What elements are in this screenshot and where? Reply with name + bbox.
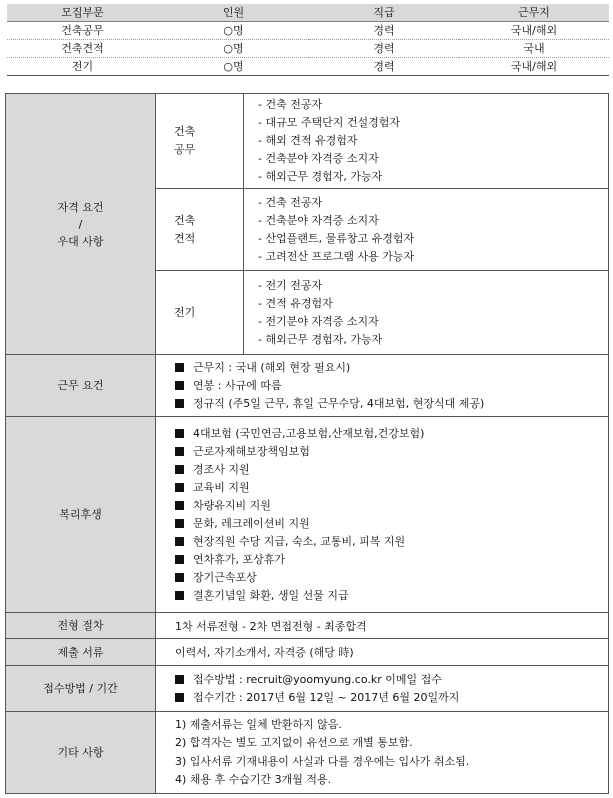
- group-items: [244, 271, 609, 355]
- list-item: - 전기분야 자격증 소지자: [258, 313, 608, 331]
- other-items: [156, 712, 609, 794]
- square-bullet-icon: [175, 537, 184, 546]
- group-title-line: 전기: [174, 305, 196, 319]
- documents-row: [6, 639, 609, 666]
- summary-cell: 전기: [7, 58, 158, 76]
- list-item: [175, 587, 608, 605]
- square-bullet-icon: [175, 693, 184, 702]
- summary-cell: 국내/해외: [459, 22, 609, 40]
- group-title-line: 견적: [174, 231, 196, 245]
- square-bullet-icon: [175, 399, 184, 408]
- summary-cell: ○명: [158, 58, 309, 76]
- list-item: 2) 합격자는 별도 고지없이 유선으로 개별 통보함.: [175, 736, 413, 749]
- list-item: - 건축 전공자: [258, 194, 608, 212]
- list-item: [175, 425, 608, 443]
- list-item: 1) 제출서류는 일체 반환하지 않음.: [175, 717, 342, 731]
- list-item: [175, 497, 608, 515]
- benefits-row: [6, 417, 609, 613]
- list-item-text: 경조사 지원: [193, 462, 250, 476]
- label-line: /: [78, 217, 83, 231]
- list-item: - 건축 전공자: [258, 96, 608, 114]
- process-value: [156, 613, 609, 639]
- recruitment-summary-table: [7, 4, 609, 76]
- group-items: [244, 189, 609, 271]
- summary-header-row: [7, 4, 609, 22]
- summary-cell: 국내: [459, 40, 609, 58]
- list-item: 4) 채용 후 수습기간 3개월 적용.: [175, 773, 332, 786]
- list-item: [175, 443, 608, 461]
- list-item: [175, 689, 608, 707]
- other-label: 기타 사항: [6, 712, 156, 794]
- application-label: 접수방법 / 기간: [6, 666, 156, 712]
- summary-cell: 경력: [309, 40, 459, 58]
- list-item: [175, 569, 608, 587]
- square-bullet-icon: [175, 555, 184, 564]
- list-item: - 견적 유경험자: [258, 295, 608, 313]
- summary-cell: ○명: [158, 40, 309, 58]
- group-title-line: 건축: [174, 213, 196, 227]
- header-headcount: 인원: [158, 4, 309, 22]
- header-position: 직급: [309, 4, 459, 22]
- list-item: 3) 입사서류 기재내용이 사실과 다를 경우에는 입사가 취소됨.: [175, 754, 470, 768]
- list-item: [175, 479, 608, 497]
- list-item: - 전기 전공자: [258, 277, 608, 295]
- list-item-text: 현장직원 수당 지급, 숙소, 교통비, 피복 지원: [193, 534, 406, 548]
- process-text: 1차 서류전형 - 2차 면접전형 - 최종합격: [175, 619, 367, 633]
- list-item: - 해외근무 경험자, 가능자: [258, 168, 608, 186]
- list-item: [175, 461, 608, 479]
- list-item-text: 결혼기념일 화환, 생일 선물 지급: [193, 588, 349, 602]
- list-item: [175, 359, 608, 377]
- work-conditions-items: [156, 355, 609, 417]
- recruitment-details-table: [5, 93, 609, 794]
- list-item-text: 정규직 (주5일 근무, 휴일 근무수당, 4대보험, 현장식대 제공): [193, 396, 485, 410]
- application-row: [6, 666, 609, 712]
- list-item-text: 4대보험 (국민연금,고용보험,산재보험,건강보험): [193, 426, 425, 440]
- qualification-row: [6, 94, 609, 189]
- list-item-text: 접수기간 : 2017년 6월 12일 ~ 2017년 6월 20일까지: [193, 690, 460, 704]
- group-items: [244, 94, 609, 189]
- list-item: - 건축분야 자격증 소지자: [258, 150, 608, 168]
- process-row: [6, 613, 609, 639]
- square-bullet-icon: [175, 429, 184, 438]
- list-item-text: 근무지 : 국내 (해외 현장 필요시): [193, 360, 351, 374]
- group-title-line: 건축: [174, 125, 196, 138]
- summary-cell: 건축견적: [7, 40, 158, 58]
- list-item-text: 접수방법 : recruit@yoomyung.co.kr 이메일 접수: [193, 672, 442, 686]
- group-title: [156, 94, 244, 189]
- summary-row: [7, 22, 609, 40]
- list-item-text: 문화, 레크레이션비 지원: [193, 516, 310, 530]
- process-label: 전형 절차: [6, 613, 156, 639]
- summary-cell: 건축공무: [7, 22, 158, 40]
- label-line: 우대 사항: [57, 234, 104, 248]
- list-item-text: 장기근속포상: [193, 570, 257, 584]
- list-item-text: 차량유지비 지원: [193, 498, 271, 512]
- list-item: - 해외근무 경험자, 가능자: [258, 331, 608, 349]
- list-item: [175, 515, 608, 533]
- list-item: [175, 533, 608, 551]
- documents-text: 이력서, 자기소개서, 자격증 (해당 時): [175, 646, 354, 659]
- summary-cell: 경력: [309, 22, 459, 40]
- square-bullet-icon: [175, 483, 184, 492]
- list-item: - 해외 견적 유경험자: [258, 132, 608, 150]
- list-item-text: 연봉 : 사규에 따름: [193, 378, 282, 392]
- group-title: [156, 271, 244, 355]
- summary-row: [7, 58, 609, 76]
- summary-cell: ○명: [158, 22, 309, 40]
- list-item: [175, 377, 608, 395]
- group-title-line: 공무: [174, 143, 196, 156]
- list-item-text: 교육비 지원: [193, 480, 250, 494]
- work-conditions-label: 근무 요건: [6, 355, 156, 417]
- list-item: [175, 671, 608, 689]
- documents-value: [156, 639, 609, 666]
- group-title: [156, 189, 244, 271]
- square-bullet-icon: [175, 465, 184, 474]
- benefits-label: 복리후생: [6, 417, 156, 613]
- square-bullet-icon: [175, 501, 184, 510]
- list-item: [175, 551, 608, 569]
- qualification-label: [6, 94, 156, 355]
- square-bullet-icon: [175, 447, 184, 456]
- square-bullet-icon: [175, 573, 184, 582]
- work-conditions-row: [6, 355, 609, 417]
- header-division: 모집부문: [7, 4, 158, 22]
- summary-cell: 경력: [309, 58, 459, 76]
- documents-label: 제출 서류: [6, 639, 156, 666]
- label-line: 자격 요건: [57, 200, 104, 214]
- other-row: [6, 712, 609, 794]
- list-item: - 산업플랜트, 물류창고 유경험자: [258, 230, 608, 248]
- list-item: [175, 395, 608, 413]
- square-bullet-icon: [175, 381, 184, 390]
- square-bullet-icon: [175, 363, 184, 372]
- square-bullet-icon: [175, 519, 184, 528]
- list-item: - 대규모 주택단지 건설경험자: [258, 114, 608, 132]
- list-item: - 건축분야 자격증 소지자: [258, 212, 608, 230]
- summary-cell: 국내/해외: [459, 58, 609, 76]
- list-item-text: 연차휴가, 포상휴가: [193, 552, 286, 566]
- summary-row: [7, 40, 609, 58]
- list-item: - 고려전산 프로그램 사용 가능자: [258, 248, 608, 266]
- square-bullet-icon: [175, 591, 184, 600]
- benefits-items: [156, 417, 609, 613]
- application-items: [156, 666, 609, 712]
- list-item-text: 근로자재해보장책임보험: [193, 444, 310, 458]
- square-bullet-icon: [175, 675, 184, 684]
- header-location: 근무지: [459, 4, 609, 22]
